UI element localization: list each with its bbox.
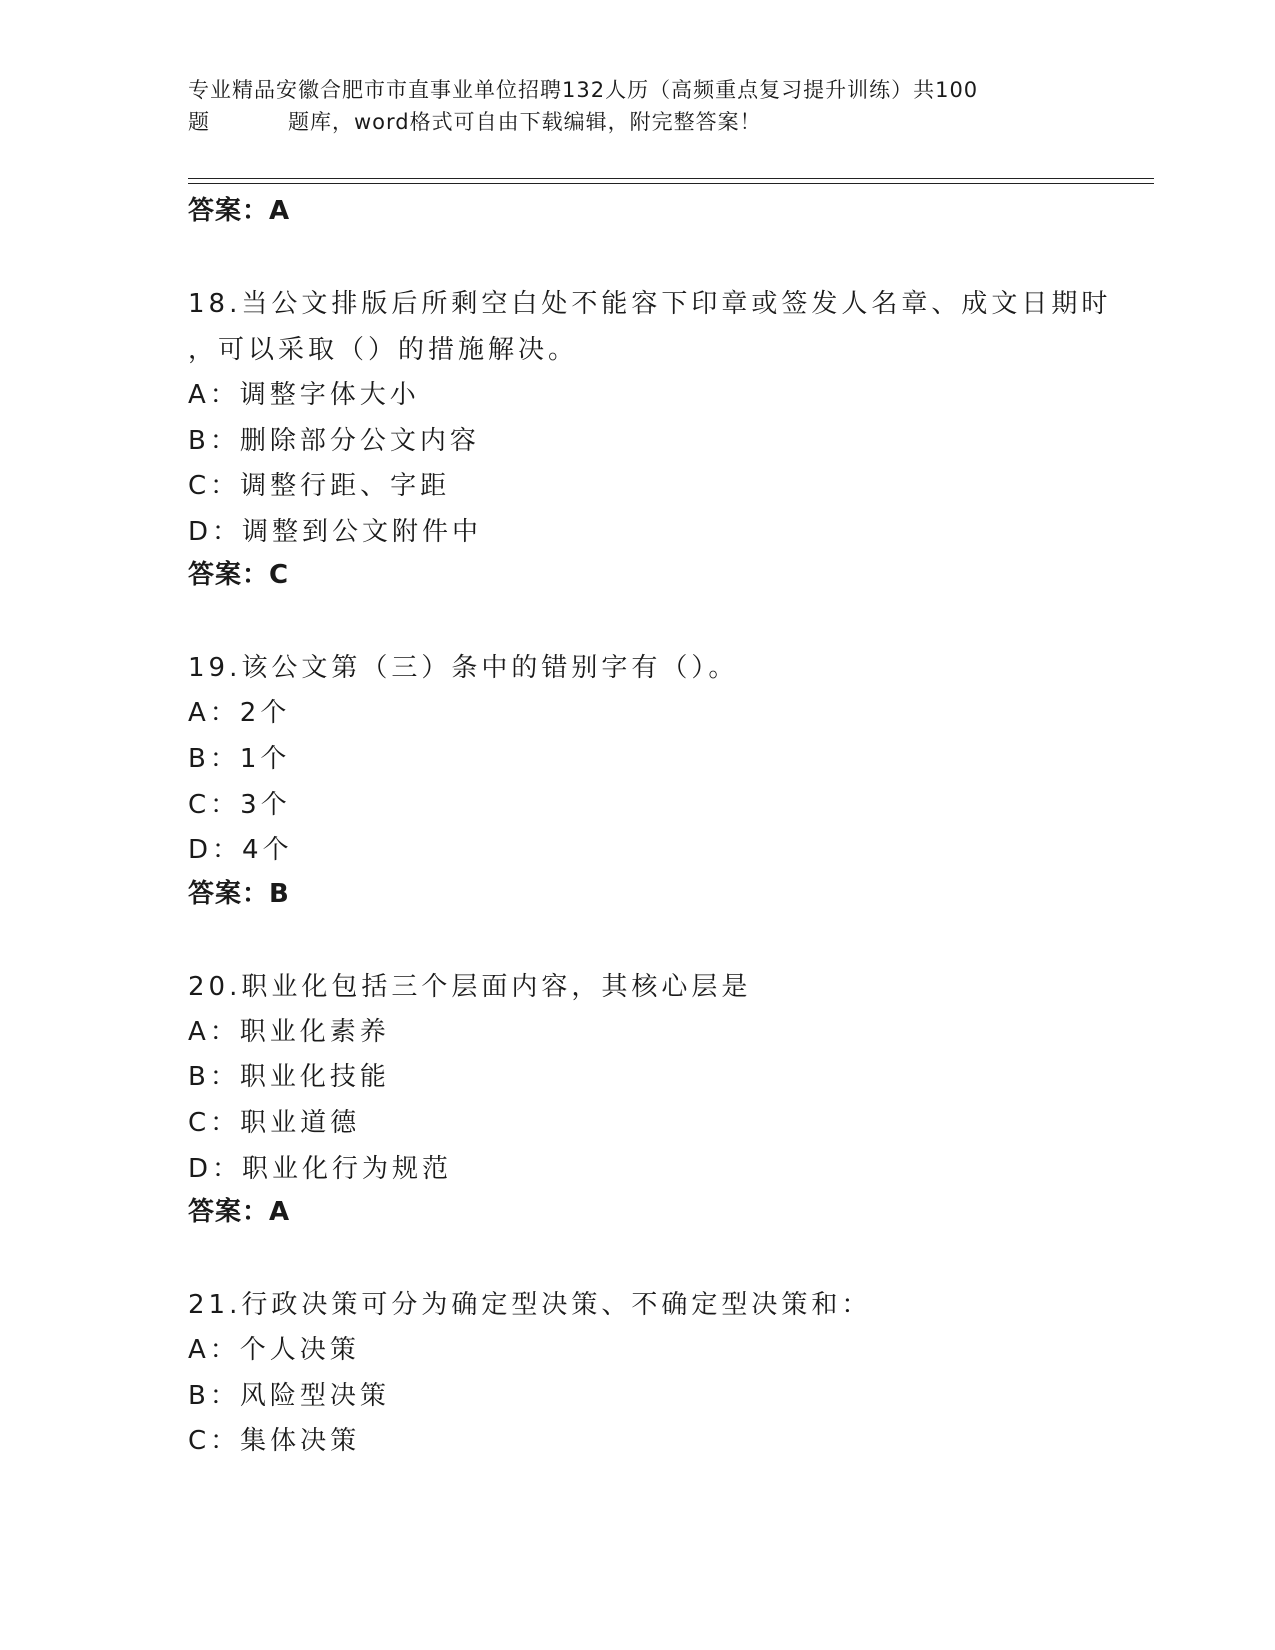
question-stem	[188, 281, 1148, 373]
question-stem: 19.该公文第（三）条中的错别字有（）。	[188, 653, 739, 684]
header-divider-top	[188, 178, 1154, 179]
question-stem: 20.职业化包括三个层面内容，其核心层是	[188, 971, 752, 1002]
option-b: B：职业化技能	[188, 1062, 390, 1093]
header-divider-bottom	[188, 183, 1154, 184]
option-c: C：职业道德	[188, 1107, 361, 1138]
option-d: D：调整到公文附件中	[188, 516, 483, 547]
header-line-2-right: 题库，word格式可自由下载编辑，附完整答案！	[288, 110, 762, 134]
page-header	[188, 74, 1088, 138]
option-a: A：个人决策	[188, 1335, 360, 1366]
spacer	[188, 595, 1148, 645]
option-b: B：风险型决策	[188, 1380, 390, 1411]
question-item	[188, 645, 1148, 913]
option-c: C：3个	[188, 789, 291, 820]
option-a: A：职业化素养	[188, 1016, 390, 1047]
header-line-2-left: 题	[188, 110, 210, 134]
question-list	[188, 191, 1148, 1465]
option-a: A：2个	[188, 698, 291, 729]
previous-answer: 答案：A	[188, 196, 291, 226]
option-d: D：职业化行为规范	[188, 1153, 453, 1184]
spacer	[188, 914, 1148, 964]
header-line-1: 专业精品安徽合肥市市直事业单位招聘132人历（高频重点复习提升训练）共100	[188, 78, 979, 102]
question-stem-line: ，可以采取（）的措施解决。	[188, 335, 579, 365]
option-d: D：4个	[188, 835, 293, 866]
header-line-2	[188, 106, 1088, 138]
question-item	[188, 281, 1148, 595]
spacer	[188, 1232, 1148, 1282]
question-stem: 21.行政决策可分为确定型决策、不确定型决策和：	[188, 1290, 872, 1321]
option-c: C：调整行距、字距	[188, 471, 451, 502]
option-b: B：删除部分公文内容	[188, 425, 480, 456]
option-a: A：调整字体大小	[188, 380, 420, 410]
answer-label: 答案：B	[188, 878, 290, 909]
option-c: C：集体决策	[188, 1426, 361, 1457]
option-b: B：1个	[188, 743, 291, 774]
question-stem-line: 18.当公文排版后所剩空白处不能容下印章或签发人名章、成文日期时	[188, 289, 1112, 319]
question-item	[188, 1282, 1148, 1465]
answer-label: 答案：A	[188, 1197, 291, 1228]
question-item	[188, 964, 1148, 1232]
spacer	[188, 231, 1148, 281]
answer-label: 答案：C	[188, 560, 290, 591]
